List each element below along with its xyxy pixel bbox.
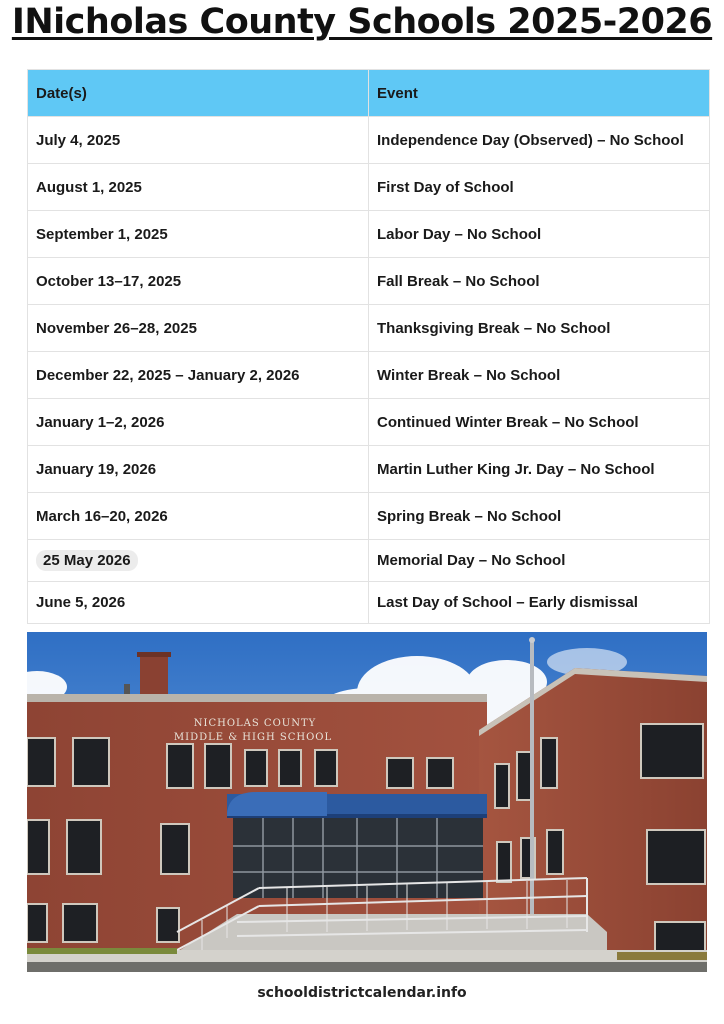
school-building-photo <box>27 632 707 972</box>
row-event: Continued Winter Break – No School <box>369 399 710 446</box>
row-event: Memorial Day – No School <box>369 540 710 582</box>
table-row <box>28 582 710 624</box>
row-date: November 26–28, 2025 <box>28 305 369 352</box>
row-event: Spring Break – No School <box>369 493 710 540</box>
table-row <box>28 117 710 164</box>
table-row <box>28 493 710 540</box>
row-event: Labor Day – No School <box>369 211 710 258</box>
table-row <box>28 305 710 352</box>
date-highlight-pill: 25 May 2026 <box>36 550 138 571</box>
row-date: June 5, 2026 <box>28 582 369 624</box>
row-event: Martin Luther King Jr. Day – No School <box>369 446 710 493</box>
row-date: September 1, 2025 <box>28 211 369 258</box>
building-sign-line1: NICHOLAS COUNTY <box>193 718 317 729</box>
row-event: Last Day of School – Early dismissal <box>369 582 710 624</box>
row-event: Fall Break – No School <box>369 258 710 305</box>
calendar-table <box>27 69 710 624</box>
row-event: First Day of School <box>369 164 710 211</box>
row-date: January 1–2, 2026 <box>28 399 369 446</box>
row-date: December 22, 2025 – January 2, 2026 <box>28 352 369 399</box>
row-event: Thanksgiving Break – No School <box>369 305 710 352</box>
row-date: August 1, 2025 <box>28 164 369 211</box>
row-date: October 13–17, 2025 <box>28 258 369 305</box>
row-date: March 16–20, 2026 <box>28 493 369 540</box>
table-row <box>28 211 710 258</box>
row-date <box>28 540 369 582</box>
table-row <box>28 446 710 493</box>
row-date: January 19, 2026 <box>28 446 369 493</box>
header-dates: Date(s) <box>28 70 369 117</box>
table-row <box>28 540 710 582</box>
table-row <box>28 164 710 211</box>
page-title: INicholas County Schools 2025-2026 <box>11 2 713 42</box>
table-row <box>28 399 710 446</box>
table-header-row <box>28 70 710 117</box>
footer-website: schooldistrictcalendar.info <box>257 985 467 1001</box>
table-row <box>28 258 710 305</box>
table-row <box>28 352 710 399</box>
building-sign-line2: MIDDLE & HIGH SCHOOL <box>173 732 333 743</box>
row-date: July 4, 2025 <box>28 117 369 164</box>
row-event: Winter Break – No School <box>369 352 710 399</box>
row-event: Independence Day (Observed) – No School <box>369 117 710 164</box>
header-event: Event <box>369 70 710 117</box>
